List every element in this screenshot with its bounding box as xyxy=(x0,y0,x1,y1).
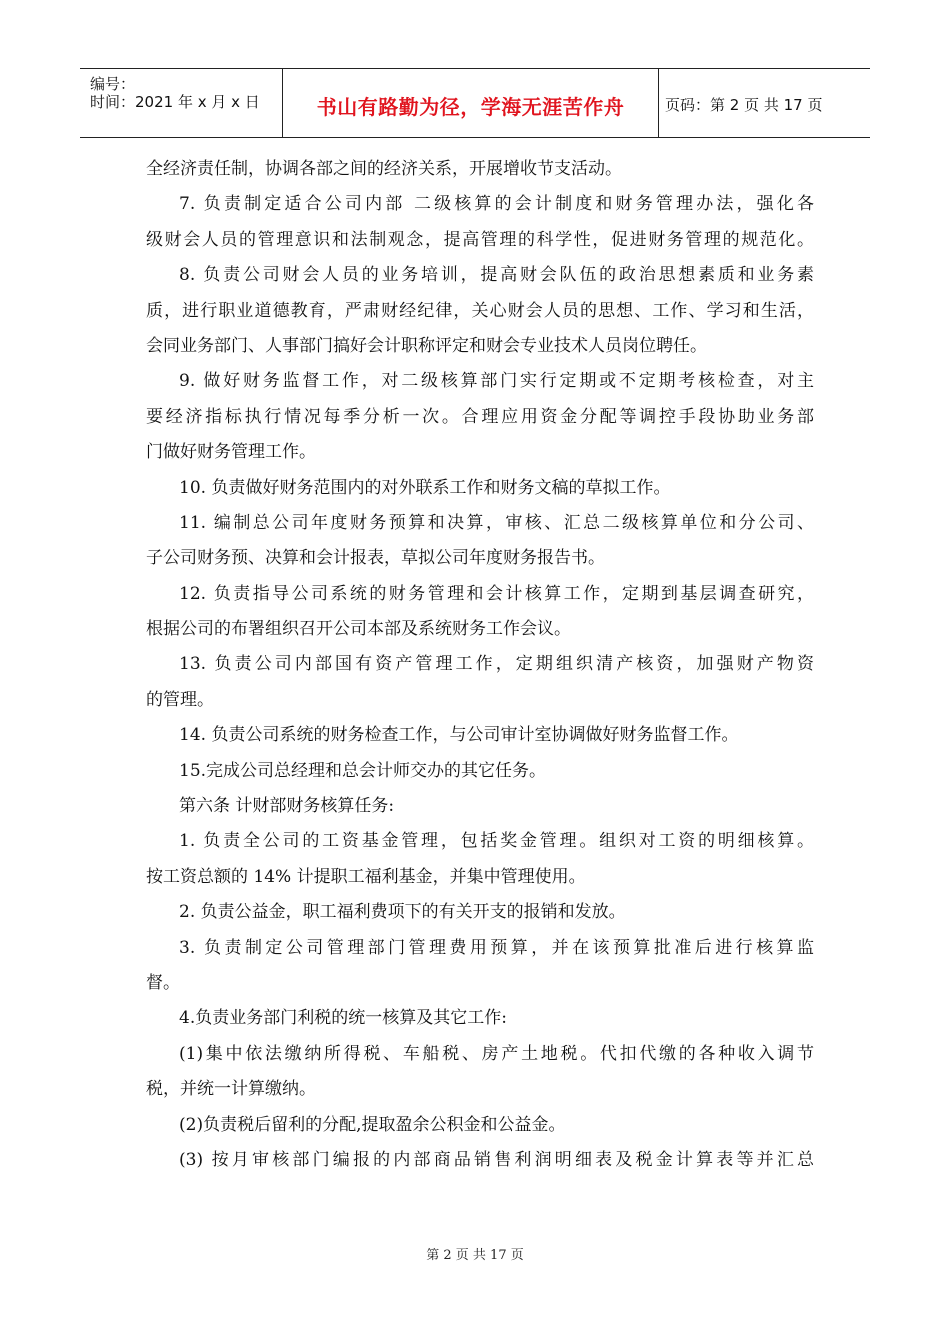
text-line: 质，进行职业道德教育，严肃财经纪律，关心财会人员的思想、工作、学习和生活， xyxy=(146,300,814,321)
text-line: 3. 负责制定公司管理部门管理费用预算，并在该预算批准后进行核算监 xyxy=(179,937,814,958)
text-line: 7. 负责制定适合公司内部 二级核算的会计制度和财务管理办法，强化各 xyxy=(179,194,814,215)
header-motto xyxy=(283,69,659,137)
text-line: (3) 按月审核部门编报的内部商品销售利润明细表及税金计算表等并汇总 xyxy=(179,1149,814,1170)
header-page-code xyxy=(659,69,870,137)
text-line: 14. 负责公司系统的财务检查工作，与公司审计室协调做好财务监督工作。 xyxy=(179,725,739,746)
header-meta xyxy=(80,69,283,137)
text-line: 门做好财务管理工作。 xyxy=(146,442,316,463)
text-line: 13. 负责公司内部国有资产管理工作，定期组织清产核资，加强财产物资 xyxy=(179,654,814,675)
page-footer: 第 2 页 共 17 页 xyxy=(426,1248,524,1263)
text-line: 督。 xyxy=(146,972,180,993)
text-line: 要经济指标执行情况每季分析一次。合理应用资金分配等调控手段协助业务部 xyxy=(146,406,814,427)
text-line: 2. 负责公益金，职工福利费项下的有关开支的报销和发放。 xyxy=(179,902,626,923)
page-header xyxy=(80,68,870,138)
text-line: 税，并统一计算缴纳。 xyxy=(146,1079,316,1100)
text-line: 9. 做好财务监督工作，对二级核算部门实行定期或不定期考核检查，对主 xyxy=(179,371,814,392)
text-line: 子公司财务预、决算和会计报表，草拟公司年度财务报告书。 xyxy=(146,548,605,569)
motto-text: 书山有路勤为径，学海无涯苦作舟 xyxy=(316,95,625,119)
text-line: 按工资总额的 14% 计提职工福利基金，并集中管理使用。 xyxy=(146,866,586,887)
page-code-text: 页码：第 2 页 共 17 页 xyxy=(665,96,823,114)
document-date: 时间：2021 年 x 月 x 日 xyxy=(90,93,260,111)
text-line: 的管理。 xyxy=(146,689,214,710)
text-line: 11. 编制总公司年度财务预算和决算，审核、汇总二级核算单位和分公司、 xyxy=(179,512,814,533)
document-number-label: 编号： xyxy=(90,75,136,93)
document-body xyxy=(146,152,814,1178)
text-line: 会同业务部门、人事部门搞好会计职称评定和财会专业技术人员岗位聘任。 xyxy=(146,335,707,356)
text-line: 1. 负责全公司的工资基金管理，包括奖金管理。组织对工资的明细核算。 xyxy=(179,831,814,852)
text-line: 第六条 计财部财务核算任务: xyxy=(179,796,395,817)
text-line: 4.负责业务部门利税的统一核算及其它工作: xyxy=(179,1008,507,1029)
text-line: 全经济责任制，协调各部之间的经济关系，开展增收节支活动。 xyxy=(146,159,622,179)
text-line: 15.完成公司总经理和总会计师交办的其它任务。 xyxy=(179,760,547,781)
text-line: 根据公司的布署组织召开公司本部及系统财务工作会议。 xyxy=(146,619,571,640)
text-line: (2)负责税后留利的分配,提取盈余公积金和公益金。 xyxy=(179,1114,566,1135)
text-line: 10. 负责做好财务范围内的对外联系工作和财务文稿的草拟工作。 xyxy=(179,477,671,498)
text-line: 8. 负责公司财会人员的业务培训，提高财会队伍的政治思想素质和业务素 xyxy=(179,265,814,286)
text-line: 级财会人员的管理意识和法制观念，提高管理的科学性，促进财务管理的规范化。 xyxy=(146,229,814,250)
text-line: (1)集中依法缴纳所得税、车船税、房产土地税。代扣代缴的各种收入调节 xyxy=(179,1043,814,1064)
text-line: 12. 负责指导公司系统的财务管理和会计核算工作，定期到基层调查研究， xyxy=(179,583,814,604)
